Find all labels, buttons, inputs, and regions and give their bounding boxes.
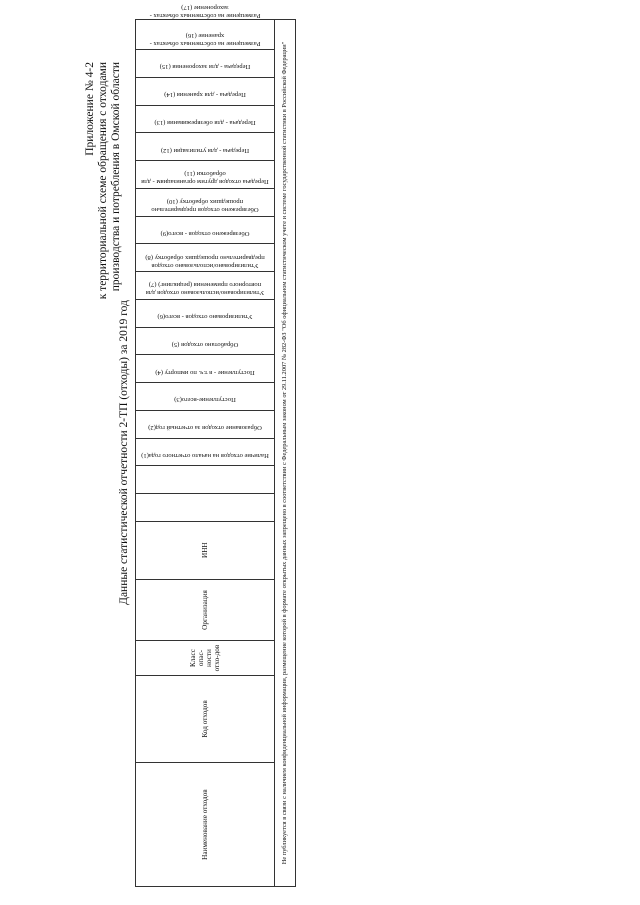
column-header-organization: Организация (136, 579, 275, 641)
column-header-col14: Передача - для хранения (14) (136, 133, 275, 161)
column-header-col11: Передача отходов другим организациям - для обработки (11) (136, 216, 275, 244)
column-header-col15: Передача - для захоронения (15) (136, 105, 275, 133)
appendix-subtitle-line-2: производства и потребления в Омской области (110, 62, 122, 292)
document-title: Данные статистической отчетности 2-ТП (отходы) за 2019 год (118, 300, 130, 605)
column-header-col2: Образование отходов за отчетный год(2) (136, 466, 275, 494)
column-header-col17: Размещение на собственных объектах - захоронение (17) (136, 50, 275, 78)
column-header-waste-code: Код отходов (136, 675, 275, 763)
column-header-col12: Передача - для утилизации (12) (136, 188, 275, 216)
waste-statistics-table (135, 3, 296, 887)
column-header-col13: Передача - для обезвреживания (13) (136, 161, 275, 189)
table-header-row (136, 20, 275, 887)
column-header-col1: Наличие отходов на начало отчетного года(1) (136, 494, 275, 522)
column-header-col5: Обработано отходов (5) (136, 383, 275, 411)
column-header-col4: Поступление - в т.ч. по импорту (4) (136, 410, 275, 438)
column-header-col6: Утилизировано отходов - всего(6) (136, 355, 275, 383)
appendix-number: Приложение № 4-2 (84, 62, 96, 156)
table-row (275, 20, 296, 887)
column-header-waste-name: Наименование отходов (136, 763, 275, 887)
column-header-col16: Размещение на собственных объектах - хранение (16) (136, 77, 275, 105)
column-header-col3: Поступление-всего(3) (136, 438, 275, 466)
column-header-col8: Утилизировано/использовано отходов предварительно прошедших обработку (8) (136, 299, 275, 327)
column-header-hazard-class: Класс опас-ности отхо-дов (136, 641, 275, 675)
column-header-col10: Обезврежено отходов предварительно прошедших обработку (10) (136, 244, 275, 272)
column-header-col9: Обезврежено отходов - всего(9) (136, 272, 275, 300)
appendix-subtitle-line-1: к территориальной схеме обращения с отходами (97, 62, 109, 300)
confidentiality-note: Не публикуется в связи с наличием конфиденциальной информации, размещение которой в формате открытых данных запрещено в соответствии с Федеральным законом от 29.11.2007 № 282-ФЗ "Об официальном статистическом учете и системе государственной статистики в Российской Федерации" (275, 20, 296, 887)
column-header-inn: ИНН (136, 521, 275, 579)
column-header-col7: Утилизировано/использовано отходов для повторного применения (рециклинг) (7) (136, 327, 275, 355)
